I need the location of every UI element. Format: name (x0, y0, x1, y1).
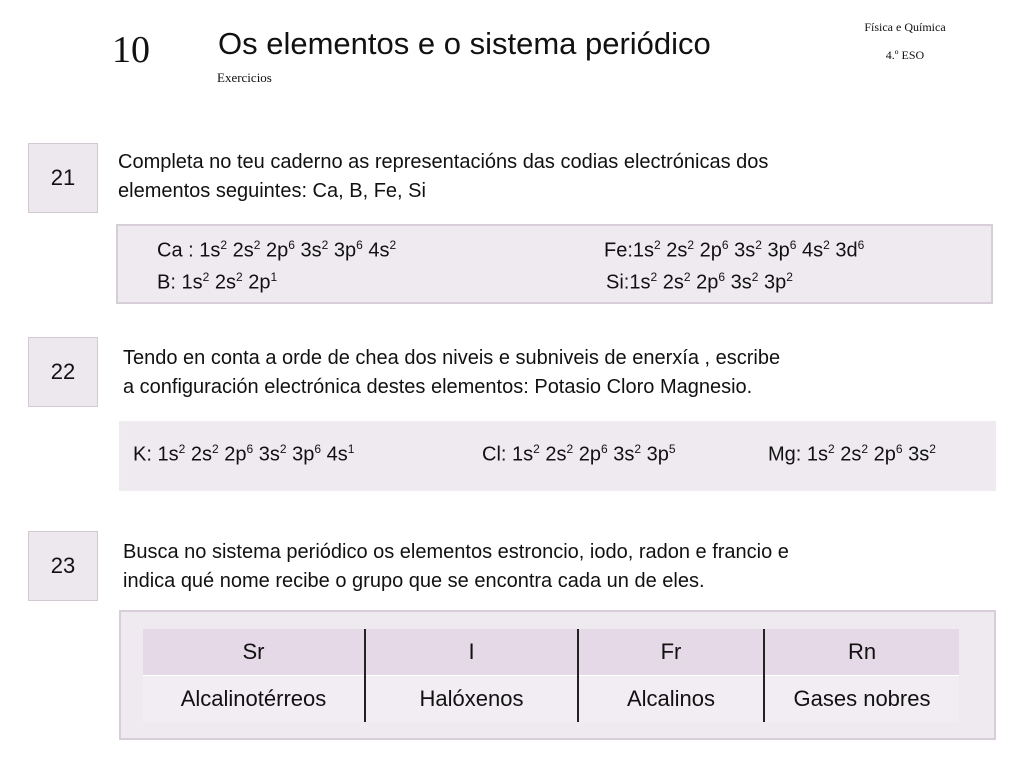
table-cell: I (365, 629, 578, 676)
electron-count: 6 (601, 442, 608, 456)
electron-count: 6 (895, 442, 903, 456)
question-line: a configuración electrónica destes elementos: Potasio Cloro Magnesio. (123, 376, 753, 398)
config-b: B: $1s^2$ $2s^2$ $2p^1$ (157, 270, 278, 294)
exercise-22-question (123, 344, 780, 402)
exercise-23-question (123, 538, 789, 596)
table-cell: Gases nobres (764, 676, 959, 723)
electron-count: 2 (533, 442, 540, 456)
electron-count: 2 (321, 238, 329, 252)
question-line: Tendo en conta a orde de chea dos niveis e subniveis de enerxía , escribe (123, 347, 781, 369)
table-cell: Rn (764, 629, 959, 676)
electron-count: 2 (755, 238, 762, 252)
exercise-number-21: 21 (28, 143, 98, 213)
config-mg: Mg: $1s^2$ $2s^2$ $2p^6$ $3s^2$ (768, 442, 936, 466)
electron-count: 2 (654, 238, 661, 252)
electron-count: 2 (650, 270, 658, 284)
config-k: K: $1s^2$ $2s^2$ $2p^6$ $3s^2$ $3p^6$ $4s^1$ (133, 442, 355, 466)
exercise-22-answer-box (119, 421, 996, 491)
electron-count: 2 (861, 442, 869, 456)
element-groups-table (143, 629, 959, 722)
electron-count: 5 (668, 442, 676, 456)
electron-count: 2 (634, 442, 642, 456)
table-cell: Sr (143, 629, 365, 676)
question-line: elementos seguintes: Ca, B, Fe, Si (118, 180, 426, 202)
table-row-groups (143, 676, 959, 723)
exercise-21-question (118, 148, 768, 206)
config-cl: Cl: $1s^2$ $2s^2$ $2p^6$ $3s^2$ $3p^5$ (482, 442, 676, 466)
question-line: Completa no teu caderno as representacións das codias electrónicas dos (118, 151, 769, 173)
page-subtitle: Exercicios (217, 70, 272, 85)
electron-count: 6 (314, 442, 322, 456)
electron-count: 6 (857, 238, 865, 252)
electron-count: 6 (356, 238, 363, 252)
electron-count: 6 (789, 238, 797, 252)
grade-label: 4.º ESO (885, 48, 925, 62)
table-cell: Halóxenos (365, 676, 578, 723)
electron-count: 2 (566, 442, 574, 456)
exercise-21-answer-box (116, 224, 993, 304)
electron-count: 2 (279, 442, 287, 456)
question-line: indica qué nome recibe o grupo que se encontra cada un de eles. (123, 570, 705, 592)
electron-count: 2 (253, 238, 261, 252)
exercise-number-22: 22 (28, 337, 98, 407)
electron-count: 2 (687, 238, 695, 252)
chapter-number: 10 (112, 29, 150, 71)
config-si: $Si:1s^2$ $2s^2$ $2p^6$ $3s^2$ $3p^2$ (606, 270, 793, 294)
electron-count: 1 (270, 270, 278, 284)
exercise-number-23: 23 (28, 531, 98, 601)
electron-count: 2 (828, 442, 835, 456)
table-cell: Alcalinotérreos (143, 676, 365, 723)
electron-count: 6 (288, 238, 295, 252)
electron-count: 2 (178, 442, 186, 456)
electron-count: 2 (929, 442, 936, 456)
config-ca: Ca : $1s^2$ $2s^2$ $2p^6$ $3s^2$ $3p^6$ $4s^2$ (157, 238, 397, 262)
question-line: Busca no sistema periódico os elementos estroncio, iodo, radon e francio e (123, 541, 789, 563)
electron-count: 2 (683, 270, 691, 284)
page-title: Os elementos e o sistema periódico (218, 26, 711, 61)
electron-count: 6 (246, 442, 254, 456)
electron-count: 6 (718, 270, 726, 284)
electron-count: 2 (220, 238, 228, 252)
electron-count: 1 (347, 442, 355, 456)
electron-count: 2 (751, 270, 759, 284)
subject-label: Física e Química (864, 20, 946, 34)
table-row-elements (143, 629, 959, 676)
electron-count: 2 (235, 270, 243, 284)
electron-count: 2 (202, 270, 210, 284)
electron-count: 6 (721, 238, 729, 252)
config-fe: $Fe:1s^2$ $2s^2$ $2p^6$ $3s^2$ $3p^6$ $4s^2$ $3d^6$ (604, 238, 865, 262)
table-cell: Alcalinos (578, 676, 764, 723)
electron-count: 2 (823, 238, 830, 252)
electron-count: 2 (211, 442, 219, 456)
table-cell: Fr (578, 629, 764, 676)
electron-count: 2 (389, 238, 397, 252)
electron-count: 2 (786, 270, 793, 284)
